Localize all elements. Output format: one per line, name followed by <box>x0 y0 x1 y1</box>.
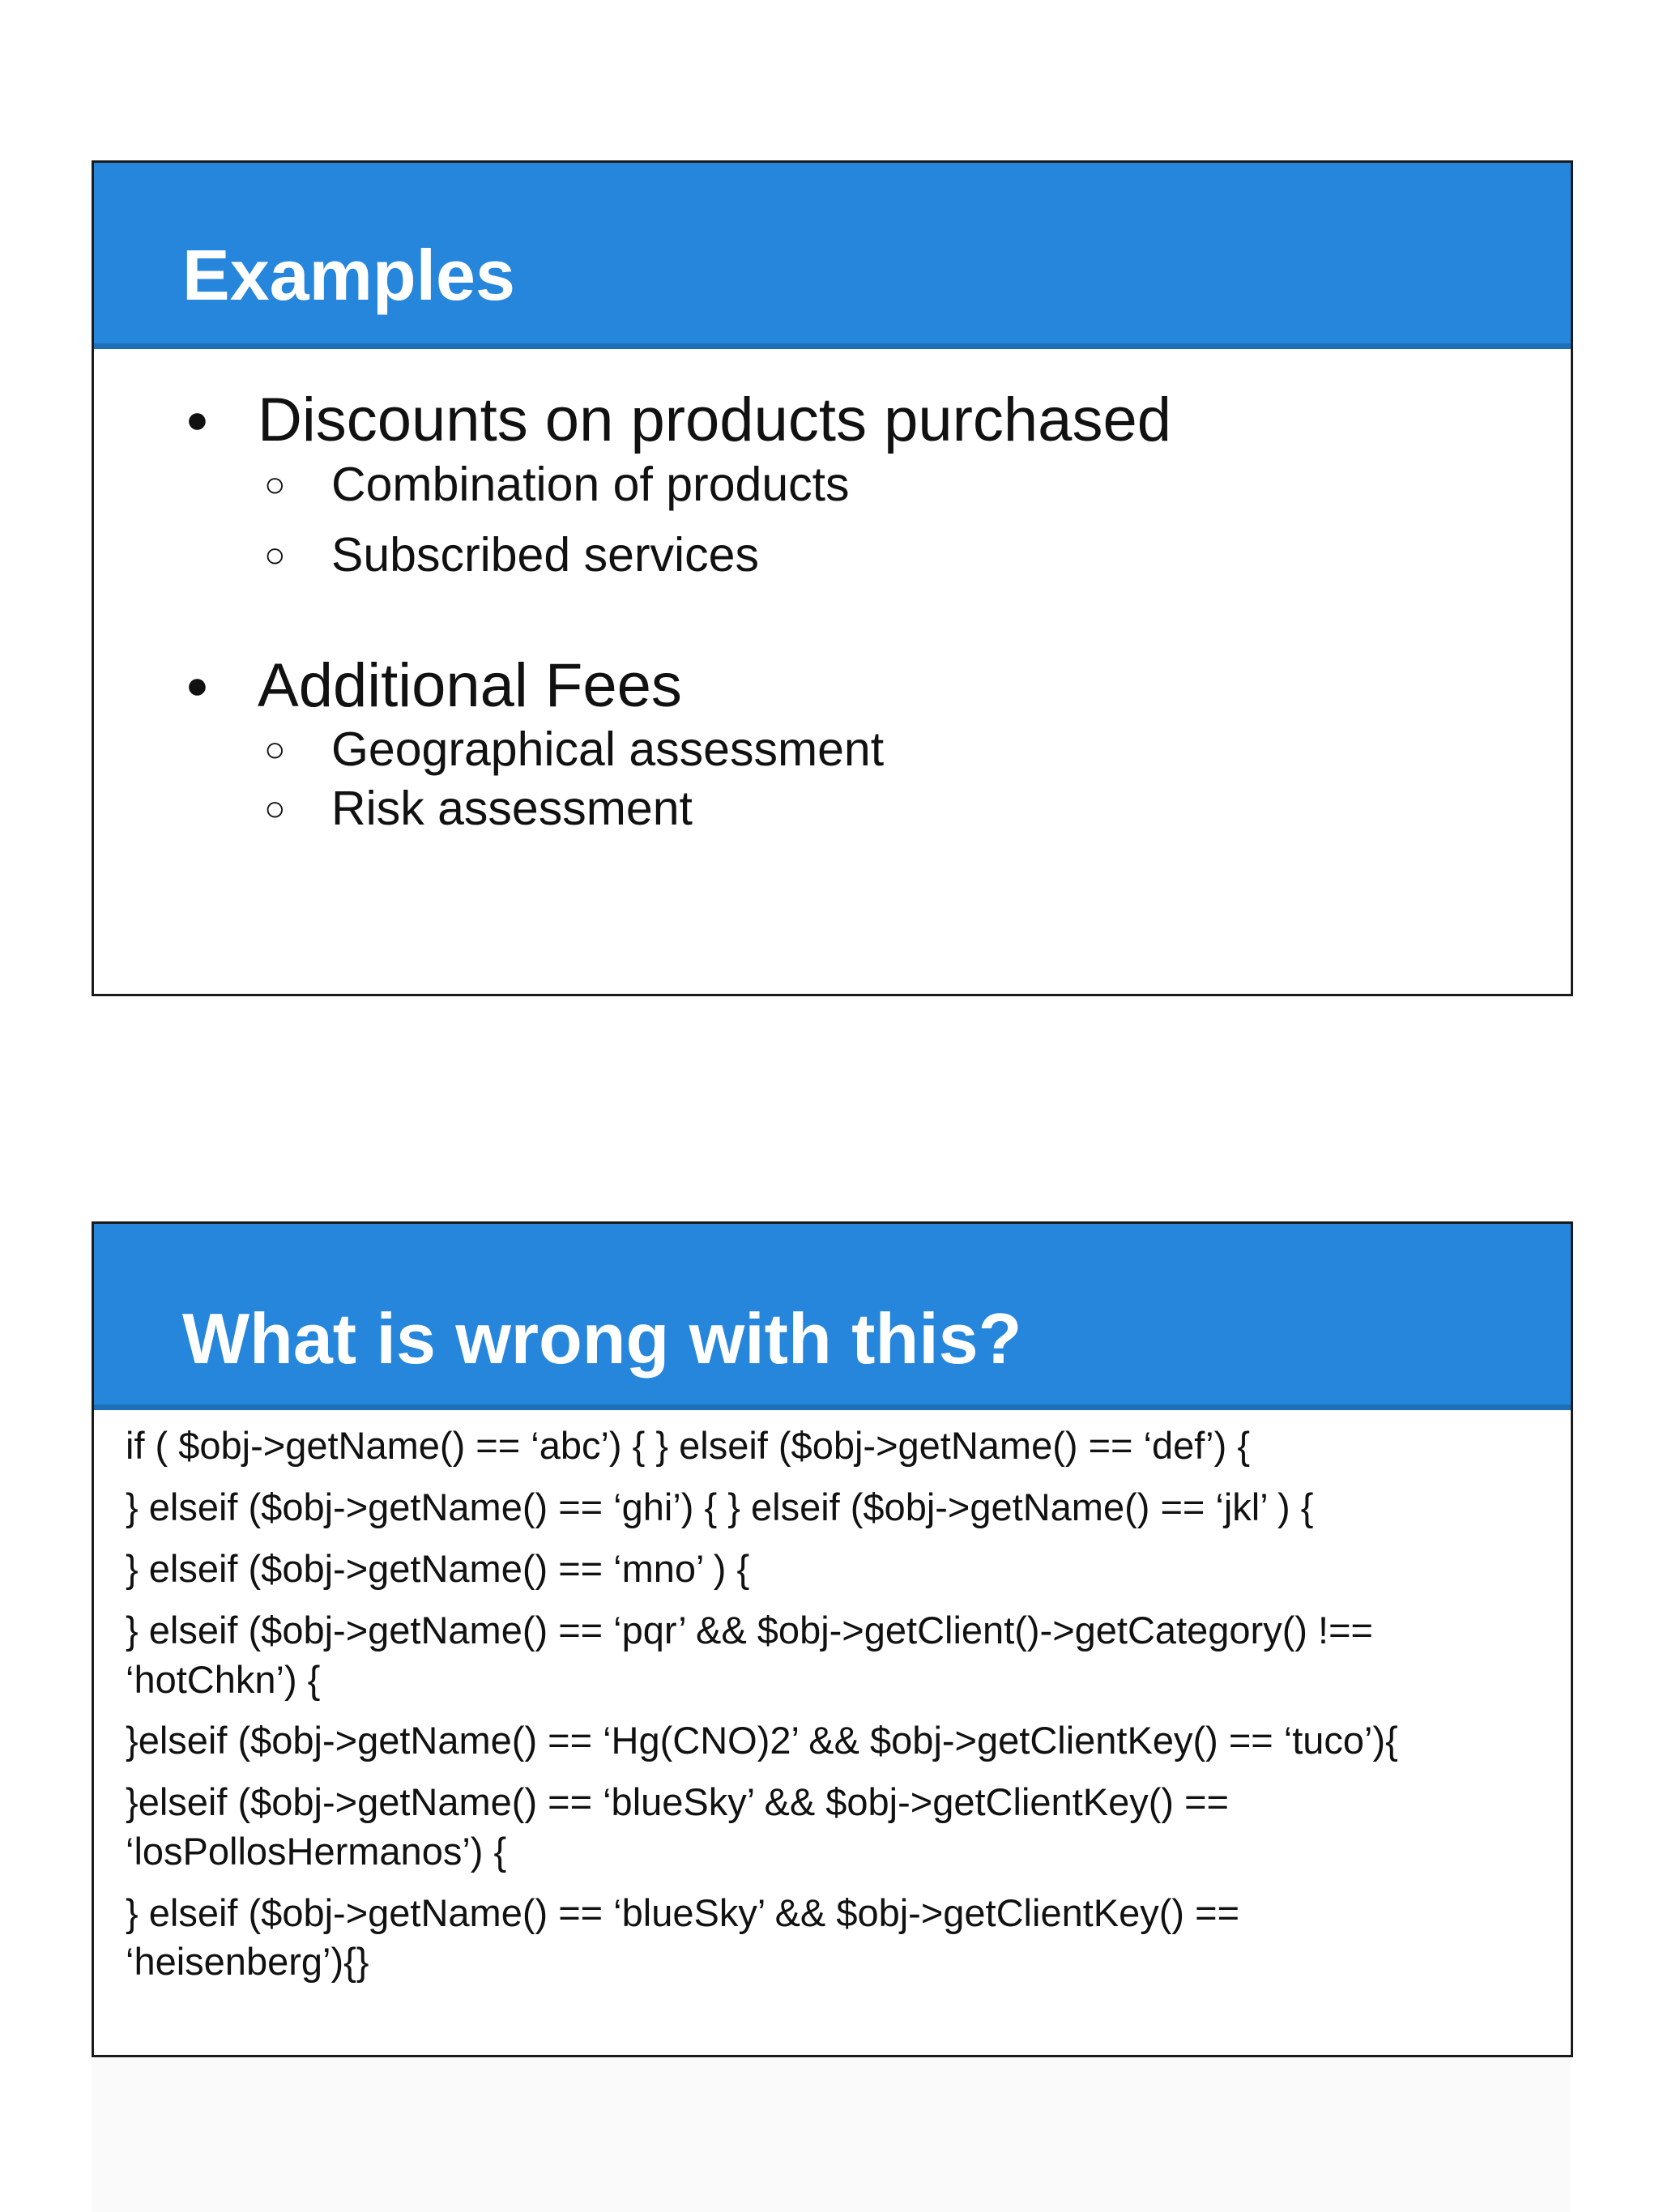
code-line: } elseif ($obj->getName() == ‘mno’ ) { <box>126 1547 750 1590</box>
bullet-text: Discounts on products purchased <box>258 386 1171 454</box>
sub-bullet-text: Geographical assessment <box>331 722 885 776</box>
bullet-circle-icon: ○ <box>264 465 286 505</box>
slide-title: Examples <box>182 235 515 315</box>
bullet-dot-icon: ● <box>186 664 209 707</box>
slide-examples <box>92 160 1573 996</box>
code-line: ‘losPollosHermanos’) { <box>126 1830 507 1873</box>
bullet-circle-icon: ○ <box>264 730 286 769</box>
bullet-circle-icon: ○ <box>264 535 286 575</box>
slide-header <box>94 1224 1571 1410</box>
code-line: ‘hotChkn’) { <box>126 1658 321 1701</box>
sub-bullet-text: Subscribed services <box>331 528 759 582</box>
slide-title: What is wrong with this? <box>182 1298 1022 1379</box>
code-line: if ( $obj->getName() == ‘abc’) { } elseif ($obj->getName() == ‘def’) { <box>126 1424 1251 1467</box>
code-line: } elseif ($obj->getName() == ‘blueSky’ && $obj->getClientKey() == <box>126 1891 1240 1934</box>
bullet-circle-icon: ○ <box>264 789 286 829</box>
sub-bullet-text: Risk assessment <box>331 782 693 835</box>
code-line: }elseif ($obj->getName() == ‘blueSky’ && $obj->getClientKey() == <box>126 1780 1229 1823</box>
page-footer-area <box>92 2053 1571 2212</box>
code-line: }elseif ($obj->getName() == ‘Hg(CNO)2’ && $obj->getClientKey() == ‘tuco’){ <box>126 1719 1398 1762</box>
slide-what-is-wrong <box>92 1221 1573 2057</box>
sub-bullet-text: Combination of products <box>331 458 850 511</box>
slide-header <box>94 163 1571 349</box>
code-line: ‘heisenberg’){} <box>126 1940 369 1983</box>
code-line: } elseif ($obj->getName() == ‘pqr’ && $obj->getClient()->getCategory() !== <box>126 1609 1374 1652</box>
code-line: } elseif ($obj->getName() == ‘ghi’) { } elseif ($obj->getName() == ‘jkl’ ) { <box>126 1485 1314 1528</box>
bullet-dot-icon: ● <box>186 399 209 441</box>
bullet-text: Additional Fees <box>258 651 682 720</box>
